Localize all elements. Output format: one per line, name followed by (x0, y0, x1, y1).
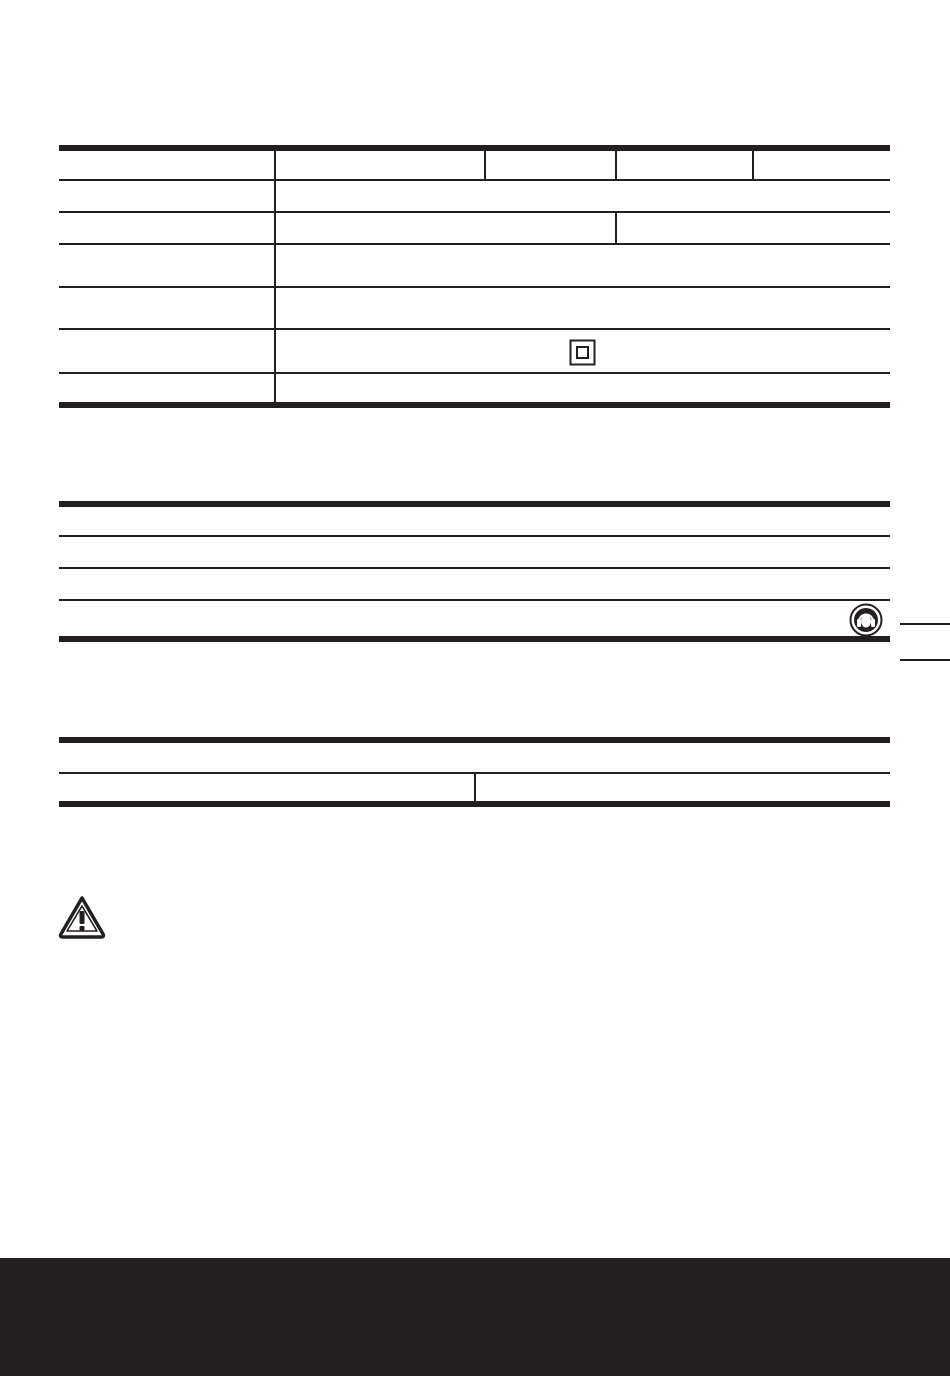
table-column-divider (752, 151, 754, 179)
table-row-divider (59, 179, 890, 181)
table-column-divider (474, 774, 476, 801)
table-column-divider (484, 151, 486, 179)
table-row-divider (59, 286, 890, 288)
ear-protection-icon (849, 603, 883, 637)
table-top-rule (59, 501, 890, 507)
table-bottom-rule (59, 402, 890, 408)
table-top-rule (59, 737, 890, 743)
table-column-divider (615, 213, 617, 243)
table-row-divider (59, 599, 890, 601)
table-row-divider (59, 243, 890, 245)
double-insulation-icon (569, 339, 596, 366)
tab-rule (900, 623, 950, 625)
warning-icon (57, 894, 107, 940)
table-row-divider (59, 567, 890, 569)
table-row-divider (59, 328, 890, 330)
footer-band (0, 1258, 950, 1376)
table-column-divider (274, 151, 276, 402)
table-top-rule (59, 145, 890, 151)
table-row-divider (59, 372, 890, 374)
table-bottom-rule (59, 636, 890, 642)
table-column-divider (615, 151, 617, 179)
tab-rule (900, 659, 950, 661)
table-bottom-rule (59, 801, 890, 807)
table-row-divider (59, 535, 890, 537)
table-row-divider (59, 211, 890, 213)
